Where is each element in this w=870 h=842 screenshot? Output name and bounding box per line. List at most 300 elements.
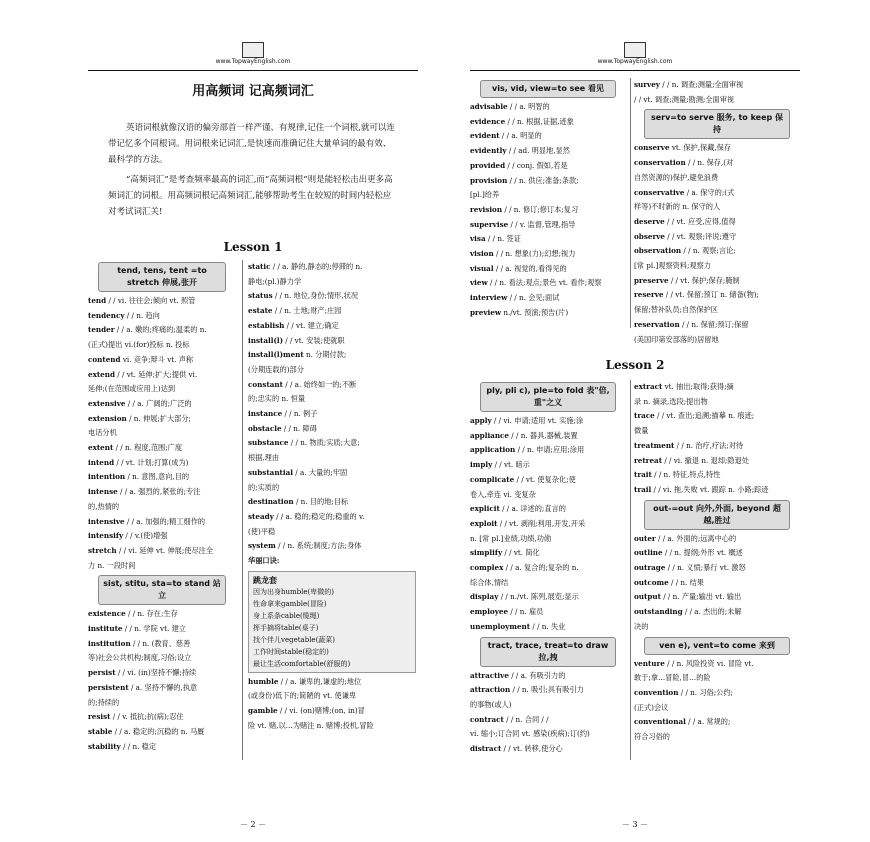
vocab-entry	[88, 426, 236, 441]
vocab-definition: / / n. 会见;面试	[507, 293, 560, 303]
vocab-entry	[634, 715, 800, 730]
vocab-definition: / / vt. 使复杂化;使	[514, 474, 576, 484]
vocab-word: intend	[88, 457, 115, 467]
root-heading: ply, pli c), ple=to fold 表"倍,重"之义	[480, 382, 616, 412]
vocab-entry	[88, 607, 236, 622]
vocab-definition: / / vt. 查出;追溯;描摹 n. 痕迹;	[654, 411, 755, 421]
vocab-entry	[88, 456, 236, 471]
vocab-entry	[248, 481, 416, 496]
vocab-word: evidence	[470, 116, 506, 126]
vocab-entry	[634, 532, 800, 547]
vocab-entry	[248, 554, 416, 569]
vocab-entry	[470, 742, 626, 757]
vocab-entry	[470, 669, 626, 684]
vocab-definition: [常 pl.]观察资料;观察力	[634, 261, 711, 271]
vocab-entry	[248, 304, 416, 319]
vocab-definition: / / n. 趋向	[124, 310, 160, 320]
vocab-entry	[248, 334, 416, 349]
vocab-definition: / / n. 土地;财产;庄园	[272, 306, 342, 316]
vocab-definition: 险 vt. 赌,以…为赌注 n. 赌博;投机,冒险	[248, 720, 374, 730]
vocab-entry	[470, 488, 626, 503]
vocab-word: outstanding	[634, 607, 683, 617]
vocab-entry	[88, 637, 236, 652]
vocab-word: gamble	[248, 706, 278, 716]
vocab-entry	[88, 412, 236, 427]
vocab-entry	[634, 318, 800, 333]
intro-text	[108, 120, 398, 224]
lesson-heading: Lesson 2	[605, 358, 665, 372]
vocab-definition: (使)平稳	[248, 526, 276, 536]
vocab-definition: [pl.]给养	[470, 190, 500, 200]
vocab-word: explicit	[470, 504, 500, 514]
vocab-word: steady	[248, 511, 274, 521]
vocab-definition: / / vt. 保留;预订 n. 储备(物);	[663, 290, 759, 300]
root-heading: serv=to serve 服务, to keep 保持	[644, 109, 790, 139]
vocab-definition: / / n. 观察;言论;	[681, 246, 736, 256]
vocab-word: intensify	[88, 531, 124, 541]
vocab-word: distract	[470, 744, 502, 754]
column-right-3	[470, 380, 626, 757]
vocab-definition: 样等)不时新的 n. 保守的人	[634, 202, 721, 212]
vocab-definition: / / v. 抵抗;抗(病);忍住	[110, 712, 184, 722]
vocab-definition: / / vt. 应受,应得,值得	[664, 216, 736, 226]
vocab-definition: / / vi. (in)坚持不懈;持续	[115, 668, 197, 678]
vocab-word: conservation	[634, 158, 686, 168]
vocab-word: employee	[470, 607, 509, 617]
vocab-entry	[470, 232, 626, 247]
vocab-definition: 符合习俗的	[634, 732, 670, 742]
vocab-definition: / / a. 杰出的;未解	[682, 607, 742, 617]
vocab-word: attraction	[470, 685, 511, 695]
vocab-entry	[248, 407, 416, 422]
vocab-word: status	[248, 291, 273, 301]
vocab-entry	[470, 174, 626, 189]
root-heading: tract, trace, treat=to draw 拉,拽	[480, 637, 616, 667]
vocab-definition: / / n. 保存,(对	[685, 158, 734, 168]
vocab-word: contract	[470, 714, 504, 724]
vocab-entry	[470, 561, 626, 576]
vocab-entry	[634, 93, 800, 108]
vocab-entry	[248, 539, 416, 554]
vocab-word: tender	[88, 325, 115, 335]
vocab-word: institution	[88, 638, 131, 648]
vocab-word: substance	[248, 438, 289, 448]
vocab-word: outline	[634, 548, 663, 558]
vocab-entry	[470, 144, 626, 159]
vocab-word: vision	[470, 249, 494, 259]
root-heading: ven e), vent=to come 来到	[644, 637, 790, 655]
vocab-definition: (美国印第安部落的)居留地	[634, 334, 719, 344]
vocab-definition: / / vi. 拖,失败 vt. 跟踪 n. 小路;踪迹	[651, 484, 769, 494]
vocab-word: outcome	[634, 577, 669, 587]
vocab-entry	[248, 392, 416, 407]
vocab-word: stability	[88, 741, 121, 751]
vocab-entry	[88, 515, 236, 530]
vocab-word: interview	[470, 293, 508, 303]
vocab-word: stretch	[88, 545, 117, 555]
vocab-entry	[634, 483, 800, 498]
vocab-definition: / / n. 学院 vt. 建立	[122, 624, 186, 634]
vocab-definition: 保留;替补队员;自然保护区	[634, 305, 718, 315]
vocab-definition: (正式)会议	[634, 702, 669, 712]
vocab-word: conserve	[634, 143, 670, 153]
vocab-definition: / / vt. 观察;评说;遵守	[664, 231, 737, 241]
vocab-entry	[248, 289, 416, 304]
vocab-word: constant	[248, 379, 283, 389]
vocab-definition: 延伸;(在范围或应用上)达到	[88, 384, 176, 394]
vocab-entry	[634, 380, 800, 395]
vocab-definition: / / vt. 保护;保存;腌制	[668, 275, 740, 285]
vocab-entry	[248, 451, 416, 466]
vocab-word: trait	[634, 470, 652, 480]
vocab-entry	[470, 443, 626, 458]
vocab-word: simplify	[470, 548, 503, 558]
vocab-entry	[634, 686, 800, 701]
vocab-definition: / / vt. 暗示	[492, 460, 530, 470]
vocab-definition: / n. 目的地;目标	[293, 497, 349, 507]
vocab-entry	[634, 671, 800, 686]
vocab-word: provision	[470, 175, 508, 185]
vocab-definition: / / n. 结果	[668, 577, 704, 587]
vocab-word: appliance	[470, 430, 510, 440]
vocab-entry	[470, 532, 626, 547]
vocab-entry	[88, 470, 236, 485]
vocab-entry	[634, 409, 800, 424]
vocab-definition: / / a. 复合的;复杂的 n.	[503, 563, 579, 573]
site-url: www.TopwayEnglish.com	[215, 58, 291, 65]
vocab-definition: (或身份)低下的;简陋的 vt. 使谦卑	[248, 691, 357, 701]
vocab-definition: / / n. 习俗;公约;	[678, 687, 733, 697]
vocab-definition: 电话分机	[88, 428, 117, 438]
vocab-word: deserve	[634, 216, 665, 226]
vocab-definition: / / vi. 延伸 vt. 伸展;使尽注全	[116, 545, 214, 555]
vocab-word: conventional	[634, 717, 686, 727]
mnemonic-line: 最让生活comfortable(舒服的)	[253, 659, 351, 668]
vocab-entry	[88, 651, 236, 666]
vocab-definition: / / a. 明显的	[499, 131, 542, 141]
vocab-word: tend	[88, 296, 107, 305]
vocab-entry	[248, 495, 416, 510]
left-page	[88, 40, 418, 830]
vocab-definition: / / n. 障碍	[281, 423, 317, 433]
vocab-word: humble	[248, 676, 279, 686]
vocab-definition: / / vi. 撤退 n. 退却;隐退处	[662, 455, 749, 465]
vocab-entry	[470, 713, 626, 728]
vocab-entry	[248, 704, 416, 719]
vocab-word: view	[470, 278, 488, 288]
vocab-definition: 力 n. 一段时间	[88, 560, 136, 570]
vocab-entry	[470, 218, 626, 233]
vocab-definition: n. [常 pl.]业绩,功绩,功勋	[470, 533, 552, 543]
vocab-word: reserve	[634, 290, 664, 300]
mnemonic-line: 性命拿来gamble(冒险)	[253, 599, 327, 608]
vocab-definition: / / n. 申请;应用;涂用	[515, 445, 585, 455]
vocab-entry	[248, 510, 416, 525]
vocab-word: retreat	[634, 455, 663, 465]
vocab-definition: / n. 意图,意向,目的	[125, 472, 190, 482]
vocab-definition: / / vt. 建立;确定	[284, 320, 339, 330]
vocab-definition: / / n. 程度,范围;广度	[113, 443, 183, 453]
vocab-definition: 微量	[634, 426, 649, 436]
vocab-word: visual	[470, 263, 494, 273]
vocab-definition: / / n. 签证	[485, 234, 521, 244]
vocab-word: advisable	[470, 102, 508, 111]
vocab-definition: / / n. 保留;预订;保留	[679, 319, 749, 329]
vocab-word: observe	[634, 231, 665, 241]
vocab-word: extension	[88, 413, 127, 423]
vocab-word: visa	[470, 234, 486, 244]
vocab-definition: 的事物(或人)	[470, 699, 512, 709]
vocab-entry	[634, 590, 800, 605]
vocab-entry	[248, 436, 416, 451]
vocab-entry	[634, 230, 800, 245]
vocab-definition: / / n. 系统;制度;方法;身体	[275, 541, 362, 551]
vocab-word: extent	[88, 443, 114, 453]
vocab-definition: / n. 伸展;扩大部分;	[126, 413, 191, 423]
vocab-entry	[88, 710, 236, 725]
vocab-entry	[634, 468, 800, 483]
vocab-definition: / a. 保守的;(式	[684, 187, 735, 197]
vocab-definition: / / n. 合同 / /	[503, 714, 549, 724]
vocab-entry	[470, 546, 626, 561]
vocab-entry	[634, 200, 800, 215]
vocab-word: contend	[88, 354, 121, 364]
vocab-definition: 的;持续的	[88, 697, 120, 707]
vocab-definition: 静电;(pl.)静力学	[248, 276, 302, 286]
vocab-entry	[634, 439, 800, 454]
vocab-entry	[634, 576, 800, 591]
root-heading: out-=out 向外,外面, beyond 超越,胜过	[644, 500, 790, 530]
vocab-definition: (正式)提出 vi.(for)投标 n. 投标	[88, 340, 190, 350]
vocab-definition: / / n. 想象(力);幻想;视力	[493, 249, 576, 259]
vocab-definition: (分期连载的)部分	[248, 364, 304, 374]
vocab-entry	[470, 458, 626, 473]
vocab-definition: / / a. 常规的;	[685, 717, 731, 727]
vocab-definition: 的;实质的	[248, 482, 280, 492]
vocab-definition: / / n. 根据,证据,迹象	[505, 116, 574, 126]
vocab-entry	[470, 247, 626, 262]
vocab-word: tendency	[88, 310, 125, 320]
vocab-word: evident	[470, 131, 500, 141]
site-url: www.TopwayEnglish.com	[597, 58, 673, 65]
column-right-2	[634, 78, 800, 347]
vocab-entry	[248, 378, 416, 393]
vocab-entry	[470, 429, 626, 444]
vocab-word: destination	[248, 497, 294, 507]
vocab-entry	[248, 675, 416, 690]
intro-paragraph: 英语词根就像汉语的偏旁部首一样严谨、有规律,记住一个词根,就可以连带记忆多个同根词。用词根来记词汇,是快速而准确记住大量单词的最有效、最科学的方法。	[108, 123, 395, 165]
vocab-entry	[88, 485, 236, 500]
vocab-word: treatment	[634, 440, 675, 450]
vocab-definition: / / n. 器具,器械,装置	[509, 430, 578, 440]
vocab-definition: / / a. 外面的;远离中心的	[655, 533, 737, 543]
vocab-definition: / / vt. 计划;打算(成为)	[114, 457, 189, 467]
vocab-entry	[634, 424, 800, 439]
vocab-word: install(l)	[248, 335, 283, 345]
vocab-word: intense	[88, 487, 118, 497]
vocab-definition: 的;忠实的 n. 恒量	[248, 394, 306, 404]
page-number: － 2 －	[239, 820, 267, 829]
vocab-word: persist	[88, 668, 116, 678]
vocab-entry	[470, 306, 626, 321]
vocab-definition: / / vt. 延伸;扩大;提供 vi.	[115, 369, 198, 379]
vocab-entry	[88, 338, 236, 353]
vocab-definition: / / vt. 调查;测量;勘测;全面审视	[634, 94, 735, 104]
vocab-entry	[634, 78, 800, 93]
page-number: － 3 －	[621, 820, 649, 829]
mnemonic-box	[248, 571, 416, 673]
vocab-entry	[470, 100, 626, 115]
vocab-definition: vi. 竞争;辩斗 vt. 声称	[120, 354, 194, 364]
vocab-word: complicate	[470, 474, 515, 484]
vocab-word: outrage	[634, 563, 666, 573]
vocab-entry	[88, 382, 236, 397]
vocab-word: apply	[470, 416, 492, 425]
vocab-entry	[634, 333, 800, 348]
vocab-definition: / / conj. 假如,若是	[505, 160, 568, 170]
vocab-word: venture	[634, 658, 665, 668]
vocab-entry	[248, 719, 416, 734]
vocab-entry	[88, 544, 236, 559]
vocab-definition: vi. 缩小;订合同 vt. 感染(疾病);订(约)	[470, 729, 590, 739]
vocab-definition: / / n. 供应;准备;条款;	[507, 175, 579, 185]
vocab-definition: / / a. 谦卑的,谦虚的;地位	[278, 676, 362, 686]
vocab-entry	[634, 156, 800, 171]
vocab-word: provided	[470, 160, 506, 170]
mnemonic-line: 工作时间stable(稳定的)	[253, 647, 329, 656]
vocab-definition: / a. 大量的;牢固	[293, 467, 348, 477]
vocab-entry	[634, 730, 800, 745]
vocab-entry	[470, 188, 626, 203]
vocab-word: 华丽口诀:	[248, 556, 280, 566]
vocab-definition: 自然资源的)保护,避免浪费	[634, 172, 719, 182]
vocab-entry	[470, 698, 626, 713]
vocab-entry	[248, 525, 416, 540]
vocab-entry	[634, 171, 800, 186]
vocab-word: attractive	[470, 670, 509, 680]
vocab-definition: / / v.(使)增强	[123, 531, 168, 541]
vocab-definition: / a. 坚持不懈的,执意	[128, 682, 198, 692]
vocab-entry	[88, 294, 236, 309]
vocab-word: display	[470, 592, 499, 602]
column-right-4	[634, 380, 800, 745]
vocab-word: persistent	[88, 682, 129, 692]
vocab-definition: / / vt. 转移,使分心	[501, 744, 563, 754]
vocab-definition: / / n. 提纲;外形 vt. 概述	[662, 548, 743, 558]
vocab-word: preserve	[634, 275, 669, 285]
vocab-entry	[470, 115, 626, 130]
vocab-entry	[248, 348, 416, 363]
vocab-word: intensive	[88, 516, 125, 526]
vocab-definition: 卷入,牵连 vi. 变复杂	[470, 489, 536, 499]
vocab-entry	[634, 274, 800, 289]
vocab-entry	[634, 303, 800, 318]
vocab-definition: / / n. (教育、慈善	[130, 638, 191, 648]
vocab-entry	[470, 414, 626, 429]
vocab-word: system	[248, 541, 276, 551]
vocab-entry	[470, 276, 626, 291]
vocab-definition: / / a. 始终如一的;不断	[282, 379, 357, 389]
vocab-definition: / / a. 强烈的,紧张的;专注	[117, 487, 201, 497]
vocab-definition: / / n. 地位,身份;情形,状况	[272, 291, 359, 301]
vocab-definition: / / n. 雇员	[508, 607, 544, 617]
vocab-entry	[248, 363, 416, 378]
vocab-definition: / / a. 嫩的;疼痛的;温柔的 n.	[114, 325, 207, 335]
vocab-entry	[470, 129, 626, 144]
vocab-entry	[634, 454, 800, 469]
vocab-entry	[470, 517, 626, 532]
vocab-entry	[88, 696, 236, 711]
vocab-entry	[634, 701, 800, 716]
vocab-entry	[248, 422, 416, 437]
vocab-word: intention	[88, 472, 126, 482]
vocab-definition: / / n. 存在;生存	[125, 609, 178, 619]
book-logo-icon	[624, 42, 646, 58]
mnemonic-line: 身上系条cable(缆绳)	[253, 611, 320, 620]
vocab-entry	[634, 215, 800, 230]
vocab-word: supervise	[470, 219, 509, 229]
vocab-definition: / / a. 稳定的;沉稳的 n. 马厩	[112, 726, 205, 736]
vocab-entry	[470, 576, 626, 591]
vocab-entry	[634, 141, 800, 156]
vocab-entry	[88, 500, 236, 515]
column-right-1	[470, 78, 626, 321]
vocab-word: application	[470, 445, 516, 455]
vocab-word: trail	[634, 484, 652, 494]
column-divider	[630, 78, 631, 328]
vocab-entry	[88, 441, 236, 456]
vocab-entry	[248, 275, 416, 290]
header-rule	[470, 70, 800, 71]
vocab-word: obstacle	[248, 423, 282, 433]
vocab-entry	[470, 605, 626, 620]
vocab-entry	[470, 473, 626, 488]
vocab-word: reservation	[634, 319, 680, 329]
vocab-entry	[634, 395, 800, 410]
vocab-definition: / / a. 视觉的,看得见的	[493, 263, 567, 273]
lesson-heading: Lesson 1	[223, 240, 283, 254]
right-page	[470, 40, 800, 830]
mnemonic-line: 找个伴儿vegetable(蔬菜)	[253, 635, 336, 644]
vocab-word: unemployment	[470, 621, 531, 631]
vocab-definition: / / vi. (on)赌博;(on, in)冒	[277, 706, 365, 716]
vocab-definition: / / vi. 往往会;倾向 vt. 照管	[106, 296, 196, 305]
vocab-entry	[88, 323, 236, 338]
vocab-definition: / / n. 产量;输出 vt. 输出	[660, 592, 742, 602]
vocab-entry	[634, 561, 800, 576]
vocab-entry	[470, 291, 626, 306]
vocab-entry	[88, 397, 236, 412]
vocab-word: substantial	[248, 467, 293, 477]
vocab-definition: / / ad. 明显地,显然	[506, 146, 570, 156]
vocab-entry	[470, 203, 626, 218]
vocab-entry	[88, 622, 236, 637]
vocab-word: revision	[470, 204, 503, 214]
vocab-definition: / / a. 详述的;直言的	[499, 504, 566, 514]
vocab-entry	[88, 559, 236, 574]
vocab-entry	[470, 590, 626, 605]
vocab-definition: 决的	[634, 621, 649, 631]
vocab-definition: 综合体,情结	[470, 577, 509, 587]
vocab-definition: / / vi. 申请;适用 vt. 实施;涂	[491, 416, 584, 425]
vocab-entry	[470, 502, 626, 517]
vocab-definition: / / n. 稳定	[120, 741, 157, 751]
vocab-definition: / / n. 失业	[530, 621, 566, 631]
vocab-word: install(l)ment	[248, 350, 304, 360]
vocab-entry	[88, 368, 236, 383]
vocab-entry	[88, 681, 236, 696]
vocab-definition: 录 n. 摘录,选段;提出物	[634, 396, 708, 406]
